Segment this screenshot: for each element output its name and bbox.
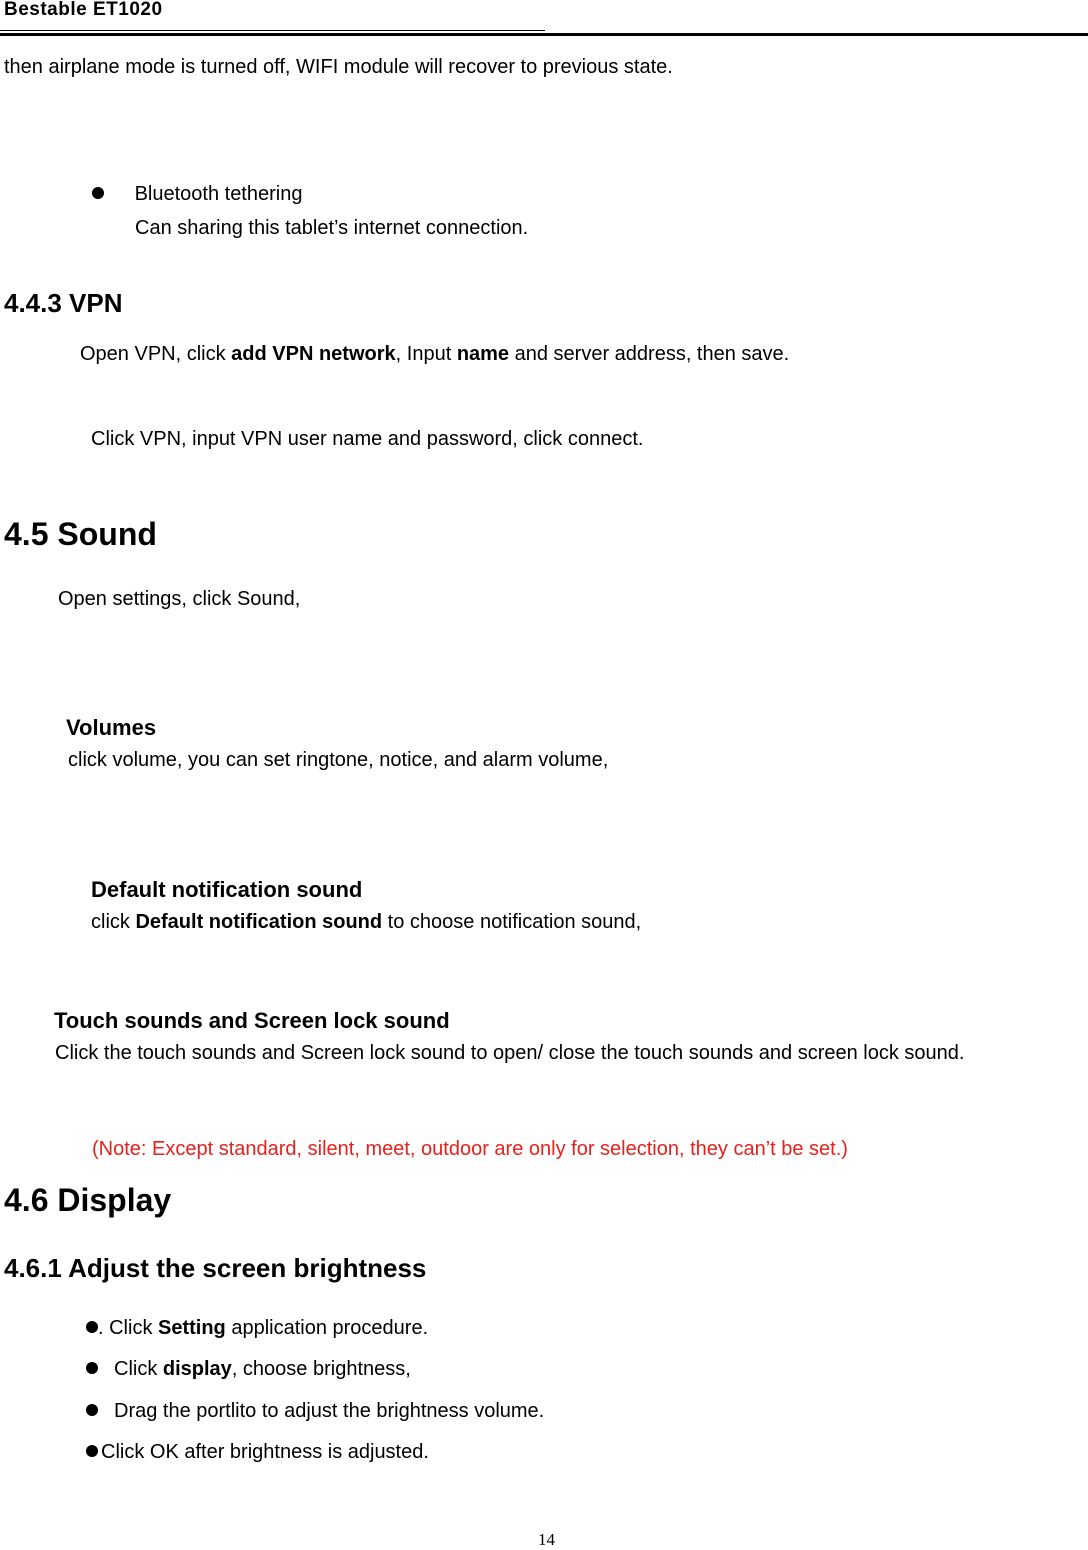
notification-sound-desc [91,911,641,934]
vpn-line1-post: and server address, then save. [509,343,790,365]
step3-text: Drag the portlito to adjust the brightness volume. [114,1400,545,1422]
display-label: display [162,1358,232,1380]
vpn-line1-pre: Open VPN, click [80,343,232,365]
name-label: name [456,343,510,365]
document-header-brand: Bestable ET1020 [4,0,163,20]
bullet-icon [86,1445,98,1457]
wifi-airplane-text: then airplane mode is turned off, WIFI module will recover to previous state. [4,56,673,78]
step2-post: , choose brightness, [231,1358,411,1380]
step1-post: application procedure. [225,1317,429,1339]
step2-pre: Click [114,1358,163,1380]
vpn-line1-mid: , Input [395,343,457,365]
page-number: 14 [538,1530,555,1549]
vpn-instruction-1 [80,343,789,366]
display-step-1 [86,1317,428,1340]
display-step-2 [86,1358,411,1381]
bullet-icon [92,187,104,199]
notif-bold: Default notification sound [135,911,383,933]
step1-pre: . Click [98,1317,158,1339]
header-divider [0,33,1088,36]
step4-text: Click OK after brightness is adjusted. [101,1441,429,1463]
notif-pre: click [91,911,136,933]
vpn-instruction-2: Click VPN, input VPN user name and password, click connect. [91,428,644,450]
vpn-heading: 4.4.3 VPN [4,288,123,318]
bullet-icon [86,1321,98,1333]
sound-heading: 4.5 Sound [4,516,157,552]
bluetooth-tethering-item [92,183,302,206]
display-step-4 [86,1441,429,1464]
volumes-title: Volumes [66,715,157,740]
header-divider-thin [0,30,545,31]
bullet-icon [86,1362,98,1374]
bluetooth-tethering-title: Bluetooth tethering [134,183,303,205]
notif-post: to choose notification sound, [382,911,642,933]
volumes-desc: click volume, you can set ringtone, notice, and alarm volume, [68,749,609,771]
bullet-icon [86,1404,98,1416]
sound-note: (Note: Except standard, silent, meet, outdoor are only for selection, they can’t be set.) [92,1138,848,1160]
brightness-subheading: 4.6.1 Adjust the screen brightness [4,1253,427,1283]
setting-label: Setting [158,1317,226,1339]
sound-intro: Open settings, click Sound, [58,588,301,610]
add-vpn-network-label: add VPN network [231,343,396,365]
display-heading: 4.6 Display [4,1182,172,1218]
touch-sounds-desc: Click the touch sounds and Screen lock sound to open/ close the touch sounds and screen lock sound. [55,1042,965,1064]
notification-sound-title: Default notification sound [91,877,363,902]
touch-sounds-title: Touch sounds and Screen lock sound [54,1008,450,1033]
display-step-3 [86,1400,544,1423]
bluetooth-tethering-desc: Can sharing this tablet’s internet connection. [135,217,529,239]
